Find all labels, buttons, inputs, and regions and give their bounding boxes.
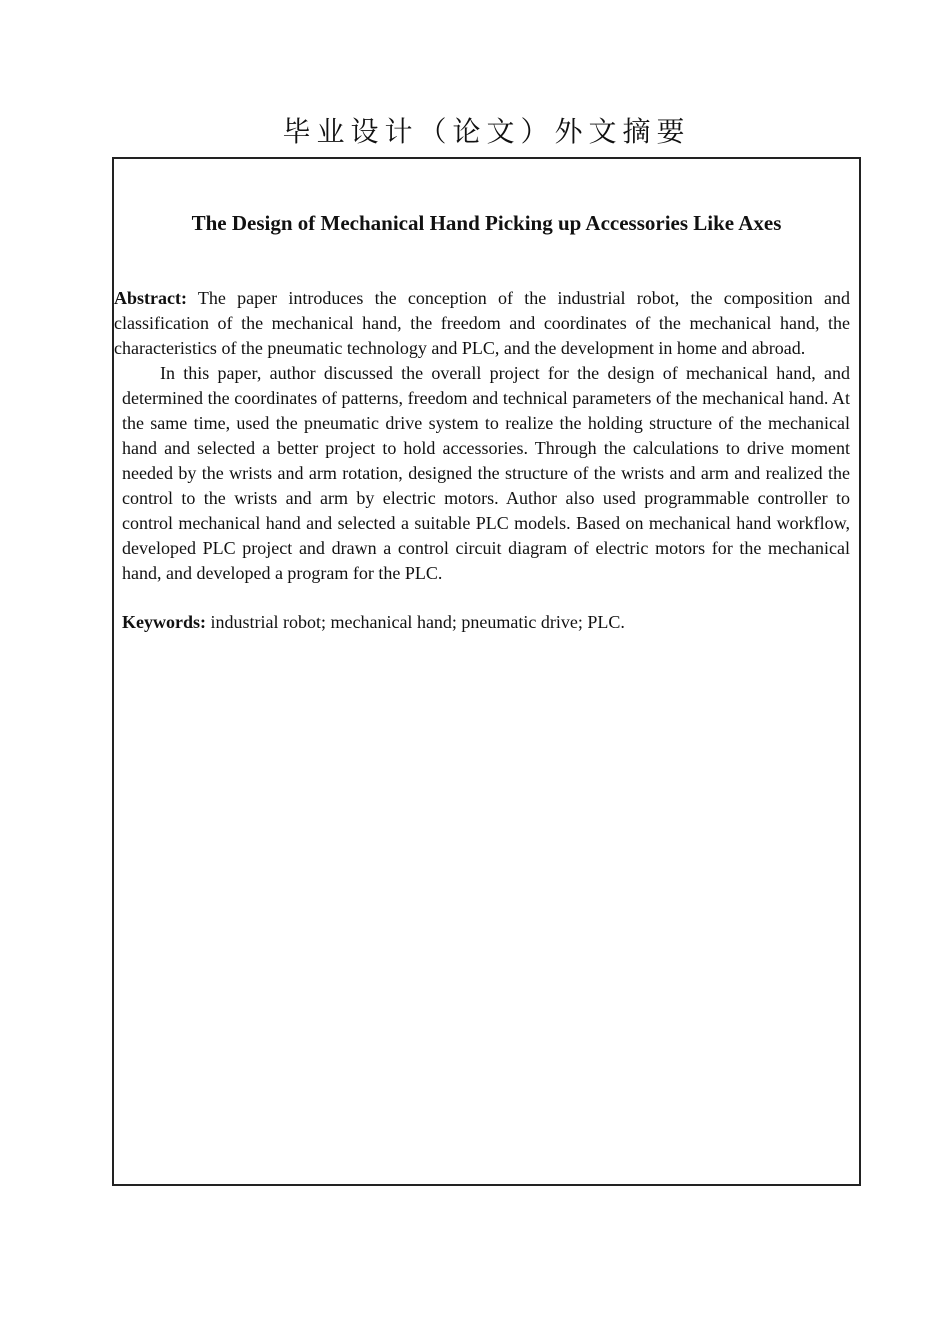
keywords-text: industrial robot; mechanical hand; pneumatic drive; PLC. (210, 612, 625, 632)
abstract-paragraph-2: In this paper, author discussed the overall project for the design of mechanical hand, and determined the coordinates of patterns, freedom and technical parameters of the mechanical hand. At the same time, used the pneumatic drive system to realize the holding structure of the mechanical hand and selected a better project to hold accessories. Through the calculations to drive moment needed by the wrists and arm rotation, designed the structure of the wrists and arm and realized the control to the wrists and arm by electric motors. Author also used programmable controller to control mechanical hand and selected a suitable PLC models. Based on mechanical hand workflow, developed PLC project and drawn a control circuit diagram of electric motors for the mechanical hand, and developed a program for the PLC. (122, 363, 850, 583)
paper-title: The Design of Mechanical Hand Picking up Accessories Like Axes (191, 211, 782, 235)
abstract-paragraph-1 (114, 286, 850, 361)
keywords-paragraph (122, 610, 850, 635)
keywords-label: Keywords: (122, 612, 206, 632)
abstract-text-1: The paper introduces the conception of the industrial robot, the composition and classification of the mechanical hand, the freedom and coordinates of the mechanical hand, the characteristics of the pneumatic technology and PLC, and the development in home and abroad. (114, 288, 850, 358)
abstract-frame (112, 157, 861, 1186)
abstract-label: Abstract: (114, 288, 187, 308)
page-title: 毕业设计（论文）外文摘要 (282, 115, 691, 148)
